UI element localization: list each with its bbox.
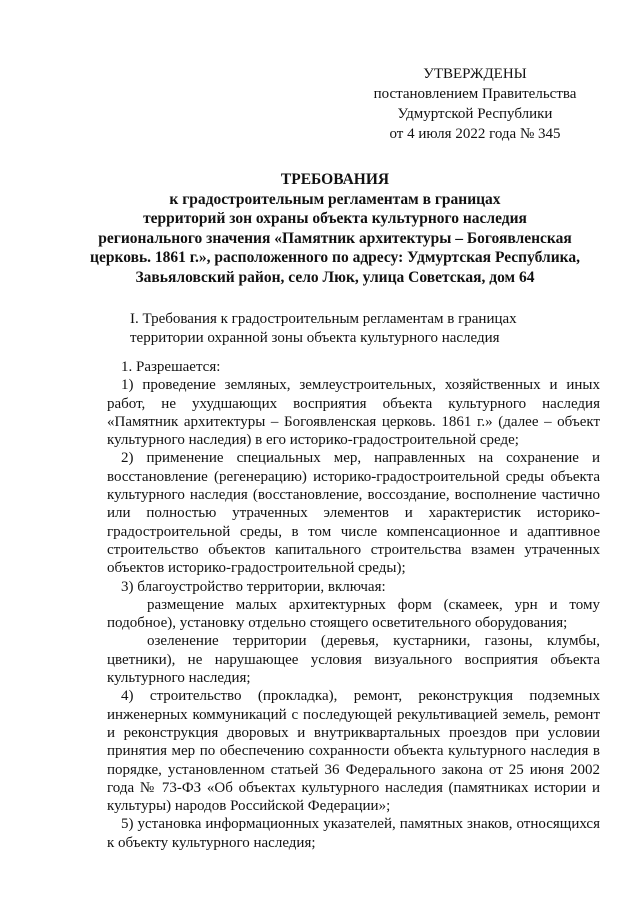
title-line: регионального значения «Памятник архитектуры – Богоявленская: [98, 229, 572, 247]
approval-line: Удмуртской Республики: [397, 106, 553, 122]
approval-heading: УТВЕРЖДЕНЫ: [423, 66, 527, 82]
document-title: [70, 170, 600, 287]
document-body: [107, 358, 600, 852]
paragraph: 3) благоустройство территории, включая:: [121, 578, 386, 595]
paragraph: 1) проведение земляных, землеустроительных, хозяйственных и иных работ, не ухудшающих восприятия объекта культурного наследия «Памятник архитектуры – Богоявленская церковь. 1861 г.» (далее – объект культурного наследия) в его историко-градостроительной среде;: [107, 377, 600, 449]
approval-date: от 4 июля 2022 года № 345: [389, 126, 561, 142]
title-line: церковь. 1861 г.», расположенного по адресу: Удмуртская Республика,: [90, 249, 580, 266]
section-heading: [130, 310, 580, 348]
paragraph: размещение малых архитектурных форм (скамеек, урн и тому подобное), установку отдельно стоящего осветительного оборудования;: [107, 596, 600, 632]
title-line: территорий зон охраны объекта культурного наследия: [143, 210, 527, 227]
title-line: Завьяловский район, село Люк, улица Советская, дом 64: [135, 268, 535, 286]
paragraph: 4) строительство (прокладка), ремонт, реконструкция подземных инженерных коммуникаций с последующей рекультивацией земель, ремонт и реконструкция дворовых и внутриквартальных проездов при условии принятия мер по обеспечению сохранности объекта культурного наследия в порядке, установленном статьей 36 Федерального закона от 25 июня 2002 года № 73-ФЗ «Об объектах культурного наследия (памятниках истории и культуры) народов Российской Федерации»;: [107, 688, 600, 815]
section-heading-line: I. Требования к градостроительным регламентам в границах: [130, 311, 517, 327]
section-heading-line: территории охранной зоны объекта культурного наследия: [130, 330, 500, 346]
paragraph: озеленение территории (деревья, кустарники, газоны, клумбы, цветники), не нарушающее условия визуального восприятия объекта культурного наследия;: [107, 633, 600, 687]
title-line: к градостроительным регламентам в границах: [169, 190, 501, 208]
approval-stamp: [360, 64, 590, 144]
paragraph: 2) применение специальных мер, направленных на сохранение и восстановление (регенерацию) историко-градостроительной среды объекта культурного наследия (восстановление, воссоздание, восполнение частично или полностью утраченных элементов и характеристик историко-градостроительной среды, в том числе компенсационное и адаптивное строительство объектов капитального строительства взамен утраченных объектов историко-градостроительной среды);: [107, 450, 600, 577]
title-heading: ТРЕБОВАНИЯ: [280, 171, 390, 188]
paragraph: 5) установка информационных указателей, памятных знаков, относящихся к объекту культурного наследия;: [107, 816, 600, 851]
paragraph: 1. Разрешается:: [121, 359, 221, 375]
approval-line: постановлением Правительства: [373, 86, 577, 102]
